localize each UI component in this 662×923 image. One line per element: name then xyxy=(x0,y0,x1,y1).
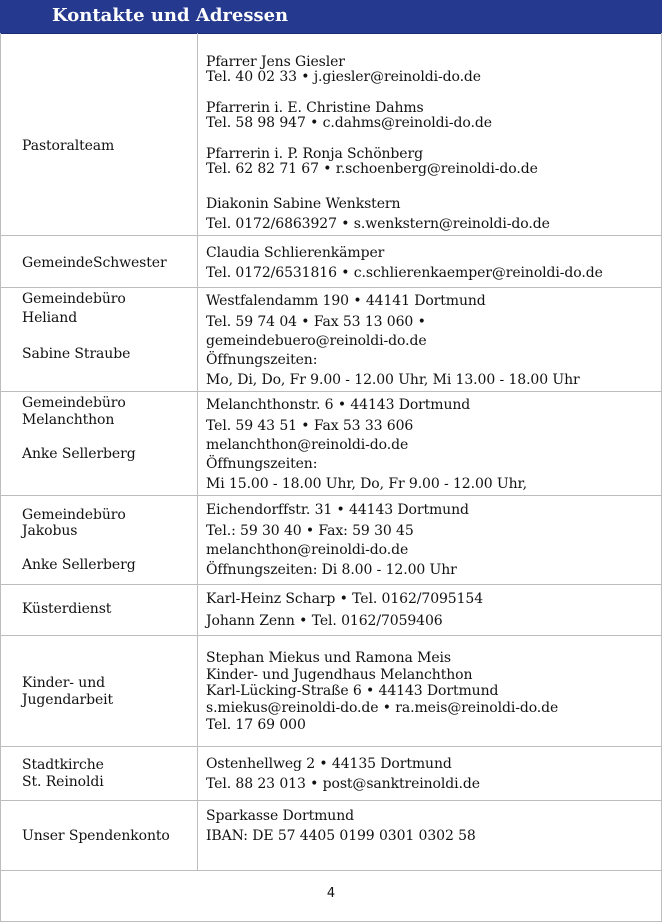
detail-line: Pfarrer Jens Giesler xyxy=(206,54,345,70)
row-label: Jakobus xyxy=(22,523,78,539)
row-divider xyxy=(0,800,662,801)
row-label: Sabine Straube xyxy=(22,346,131,362)
detail-line: Tel. 59 43 51 • Fax 53 33 606 xyxy=(206,418,414,434)
row-label: Unser Spendenkonto xyxy=(22,828,170,844)
detail-line: Karl-Heinz Scharp • Tel. 0162/7095154 xyxy=(206,591,484,607)
detail-line: Johann Zenn • Tel. 0162/7059406 xyxy=(206,613,443,629)
detail-line: melanchthon@reinoldi-do.de xyxy=(206,437,409,453)
row-divider xyxy=(0,870,662,871)
row-divider xyxy=(0,495,662,496)
detail-line: Tel. 17 69 000 xyxy=(206,717,306,733)
row-label: Heliand xyxy=(22,310,78,326)
detail-line: Karl-Lücking-Straße 6 • 44143 Dortmund xyxy=(206,683,499,699)
section-header xyxy=(0,0,662,34)
row-divider xyxy=(0,235,662,236)
detail-line: Tel. 59 74 04 • Fax 53 13 060 • xyxy=(206,314,426,330)
detail-line: Mi 15.00 - 18.00 Uhr, Do, Fr 9.00 - 12.00 Uhr, xyxy=(206,476,527,492)
row-label: Jugendarbeit xyxy=(22,692,114,708)
detail-line: Öffnungszeiten: xyxy=(206,456,318,472)
detail-line: IBAN: DE 57 4405 0199 0301 0302 58 xyxy=(206,828,476,844)
detail-line: gemeindebuero@reinoldi-do.de xyxy=(206,333,427,349)
row-label: GemeindeSchwester xyxy=(22,255,167,271)
row-divider xyxy=(0,746,662,747)
detail-line: Ostenhellweg 2 • 44135 Dortmund xyxy=(206,756,452,772)
detail-line: Tel. 0172/6531816 • c.schlierenkaemper@reinoldi-do.de xyxy=(206,265,603,281)
page-number: 4 xyxy=(326,886,336,901)
row-label: Küsterdienst xyxy=(22,601,112,617)
row-divider xyxy=(0,584,662,585)
detail-line: Tel. 88 23 013 • post@sanktreinoldi.de xyxy=(206,776,480,792)
row-label: Anke Sellerberg xyxy=(22,557,136,573)
detail-line: Öffnungszeiten: Di 8.00 - 12.00 Uhr xyxy=(206,562,457,578)
detail-line: Tel.: 59 30 40 • Fax: 59 30 45 xyxy=(206,523,414,539)
row-divider xyxy=(0,635,662,636)
detail-line: Stephan Miekus und Ramona Meis xyxy=(206,650,451,666)
detail-line: Eichendorffstr. 31 • 44143 Dortmund xyxy=(206,502,469,518)
row-label: Kinder- und xyxy=(22,675,105,691)
row-label: Anke Sellerberg xyxy=(22,446,136,462)
detail-line: Melanchthonstr. 6 • 44143 Dortmund xyxy=(206,397,471,413)
detail-line: Pfarrerin i. E. Christine Dahms xyxy=(206,100,424,116)
detail-line: Tel. 0172/6863927 • s.wenkstern@reinoldi-do.de xyxy=(206,216,550,232)
row-label: St. Reinoldi xyxy=(22,774,104,790)
detail-line: Tel. 62 82 71 67 • r.schoenberg@reinoldi-do.de xyxy=(206,161,538,177)
row-label: Gemeindebüro xyxy=(22,507,126,523)
detail-line: melanchthon@reinoldi-do.de xyxy=(206,542,409,558)
row-divider xyxy=(0,391,662,392)
detail-line: Diakonin Sabine Wenkstern xyxy=(206,196,401,212)
page-title: Kontakte und Adressen xyxy=(52,5,289,26)
detail-line: Sparkasse Dortmund xyxy=(206,808,354,824)
detail-line: s.miekus@reinoldi-do.de • ra.meis@reinoldi-do.de xyxy=(206,700,559,716)
detail-line: Tel. 40 02 33 • j.giesler@reinoldi-do.de xyxy=(206,69,481,85)
row-label: Gemeindebüro xyxy=(22,395,126,411)
detail-line: Tel. 58 98 947 • c.dahms@reinoldi-do.de xyxy=(206,115,492,131)
detail-line: Öffnungszeiten: xyxy=(206,352,318,368)
detail-line: Kinder- und Jugendhaus Melanchthon xyxy=(206,667,473,683)
row-label: Pastoralteam xyxy=(22,138,115,154)
row-label: Melanchthon xyxy=(22,412,115,428)
detail-line: Mo, Di, Do, Fr 9.00 - 12.00 Uhr, Mi 13.00 - 18.00 Uhr xyxy=(206,372,580,388)
row-divider xyxy=(0,287,662,288)
row-label: Gemeindebüro xyxy=(22,291,126,307)
detail-line: Claudia Schlierenkämper xyxy=(206,245,385,261)
detail-line: Westfalendamm 190 • 44141 Dortmund xyxy=(206,293,486,309)
row-label: Stadtkirche xyxy=(22,757,104,773)
detail-line: Pfarrerin i. P. Ronja Schönberg xyxy=(206,146,423,162)
